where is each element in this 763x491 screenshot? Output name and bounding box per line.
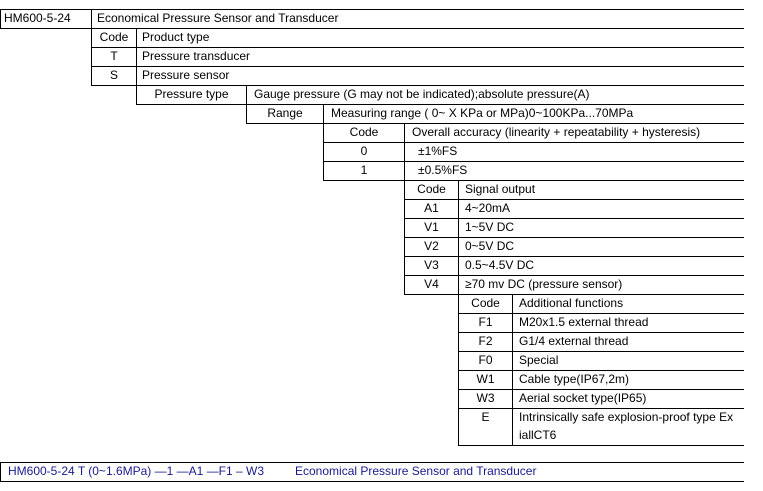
function-code: W1 (476, 372, 495, 386)
code-header: Code (471, 296, 500, 310)
product-type-label: Pressure sensor (142, 68, 230, 82)
pressure-type-label: Pressure type (154, 87, 229, 101)
product-name: Economical Pressure Sensor and Transducer (97, 11, 339, 25)
accuracy-code: 0 (360, 144, 368, 158)
function-code: F1 (478, 315, 493, 329)
product-type-code: T (110, 49, 118, 63)
function-code: E (481, 410, 490, 424)
function-code: W3 (476, 391, 495, 405)
grid-line (0, 481, 744, 482)
pressure-type-value: Gauge pressure (G may not be indicated);absolute pressure(A) (254, 87, 590, 101)
function-code: F0 (478, 353, 493, 367)
product-type-code: S (109, 68, 118, 82)
signal-code: V4 (424, 277, 439, 291)
range-label: Range (267, 106, 303, 120)
function-label: G1/4 external thread (519, 334, 629, 348)
signal-label: 0.5~4.5V DC (465, 258, 535, 272)
accuracy-header: Overall accuracy (linearity + repeatability + hysteresis) (412, 125, 701, 139)
product-type-header: Product type (142, 30, 210, 44)
signal-code: A1 (424, 201, 439, 215)
function-label: Intrinsically safe explosion-proof type Ex (519, 410, 734, 424)
accuracy-label: ±0.5%FS (418, 163, 468, 177)
function-label: M20x1.5 external thread (519, 315, 649, 329)
grid-line (458, 445, 744, 446)
functions-header: Additional functions (519, 296, 624, 310)
code-header: Code (349, 125, 379, 139)
grid-line (512, 294, 513, 446)
function-label: Aerial socket type(IP65) (519, 391, 647, 405)
signal-label: ≥70 mv DC (pressure sensor) (465, 277, 623, 291)
grid-line (0, 462, 1, 482)
signal-label: 0~5V DC (465, 239, 515, 253)
code-header: Code (417, 182, 446, 196)
accuracy-label: ±1%FS (418, 144, 458, 158)
signal-header: Signal output (465, 182, 536, 196)
model-number: HM600-5-24 (4, 11, 71, 25)
example-order-code: HM600-5-24 T (0~1.6MPa) —1 —A1 —F1 – W3 (8, 464, 264, 478)
function-code: F2 (478, 334, 493, 348)
function-label: Cable type(IP67,2m) (519, 372, 630, 386)
product-type-label: Pressure transducer (142, 49, 251, 63)
code-header: Code (99, 30, 129, 44)
signal-code: V2 (424, 239, 439, 253)
accuracy-code: 1 (360, 163, 368, 177)
grid-line (0, 9, 1, 29)
range-value: Measuring range ( 0~ X KPa or MPa)0~100KPa...70MPa (331, 106, 634, 120)
signal-code: V3 (424, 258, 439, 272)
signal-label: 1~5V DC (465, 220, 515, 234)
example-product-name: Economical Pressure Sensor and Transducer (295, 464, 537, 478)
signal-code: V1 (424, 220, 439, 234)
function-label: Special (519, 353, 559, 367)
signal-label: 4~20mA (465, 201, 511, 215)
function-label-continued: iallCT6 (519, 428, 557, 442)
